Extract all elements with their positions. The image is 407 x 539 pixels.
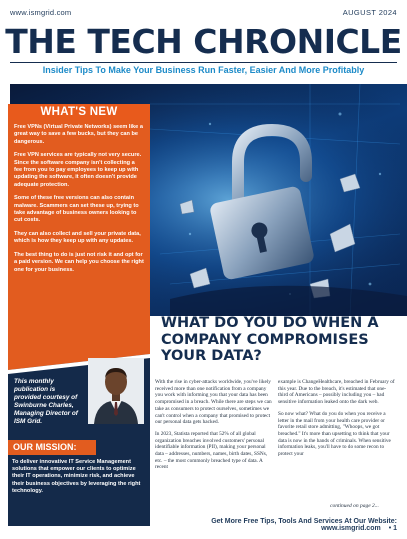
article-column-1 xyxy=(155,379,273,476)
whats-new-paragraph: Free VPN services are typically not very secure. Since the software company isn't collecting a fee from you to pay employees to keep up with updating the software, it often doesn't provide adequate protection. xyxy=(14,152,142,188)
whats-new-paragraph: Free VPNs (Virtual Private Networks) seem like a great way to save a few bucks, but they can be dangerous. xyxy=(14,124,143,145)
whats-new-body xyxy=(8,120,150,348)
portrait-image xyxy=(88,358,144,424)
continued-note: continued on page 2... xyxy=(330,503,379,509)
mission-heading: OUR MISSION: xyxy=(8,440,96,455)
whats-new-paragraph: They can also collect and sell your private data, which is how they keep up with any updates. xyxy=(14,230,141,245)
site-url: www.ismgrid.com xyxy=(10,8,72,17)
masthead-topline xyxy=(10,8,397,18)
mission-text: To deliver innovative IT Service Management solutions that empower our clients to optimize their IT operations, minimize risk, and achieve their business objectives by leveraging the right technology. xyxy=(12,459,141,494)
footer-text: Get More Free Tips, Tools And Services At Our Website: www.ismgrid.com xyxy=(211,518,397,532)
article-paragraph: With the rise in cyber-attacks worldwide, you've likely received more than one notification from a company you work with informing you that your data has been compromised in a breach. While there are steps we can take as consumers to protect ourselves, sometimes we can't control when a company that promised to protect our personal data gets hacked. xyxy=(155,379,272,426)
tagline: Insider Tips To Make Your Business Run Faster, Easier And More Profitably xyxy=(42,65,365,75)
whats-new-paragraph: Some of these free versions can also contain malware. Scammers can set these up, trying to take advantage of business owners looking to cut costs. xyxy=(14,195,139,224)
article-paragraph: example is ChangeHealthcare, breached in February of this year. Due to the breach, it's estimated that one-third of Americans – possibly including you – had sensitive information leaked onto the dark web. xyxy=(278,379,395,406)
article-title: WHAT DO YOU DO WHEN A COMPANY COMPROMISES YOUR DATA? xyxy=(161,315,379,364)
director-photo xyxy=(88,358,144,424)
issue-date: AUGUST 2024 xyxy=(342,8,397,17)
publisher-profile xyxy=(8,348,150,444)
whats-new-heading: WHAT'S NEW xyxy=(8,104,150,120)
page-number: • 1 xyxy=(388,525,397,532)
newsletter-title: THE TECH CHRONICLE xyxy=(5,22,402,61)
courtesy-note: This monthly publication is provided courtesy of Swinburne Charles, Managing Director of ISM Grid. xyxy=(14,378,78,425)
article-column-2 xyxy=(278,379,396,463)
masthead-divider xyxy=(10,62,397,63)
article-paragraph: So now what? What do you do when you receive a letter in the mail from your health care provider or favorite retail store admitting, "Whoops, we got breached." It's more than upsetting to think that your data is now in the hands of criminals. When sensitive information leaks, you'll have to do some recon to protect your xyxy=(278,410,391,458)
whats-new-paragraph: The best thing to do is just not risk it and opt for a paid version. We can help you choose the right one for your business. xyxy=(14,251,144,273)
article-paragraph: In 2023, Statista reported that 52% of all global organization breaches involved customers' personal identifiable information (PII), making your personal data – addresses, numbers, names, birth dates, SSNs, etc. – the most commonly breached type of data. A recent xyxy=(155,430,268,471)
footer xyxy=(150,518,397,532)
